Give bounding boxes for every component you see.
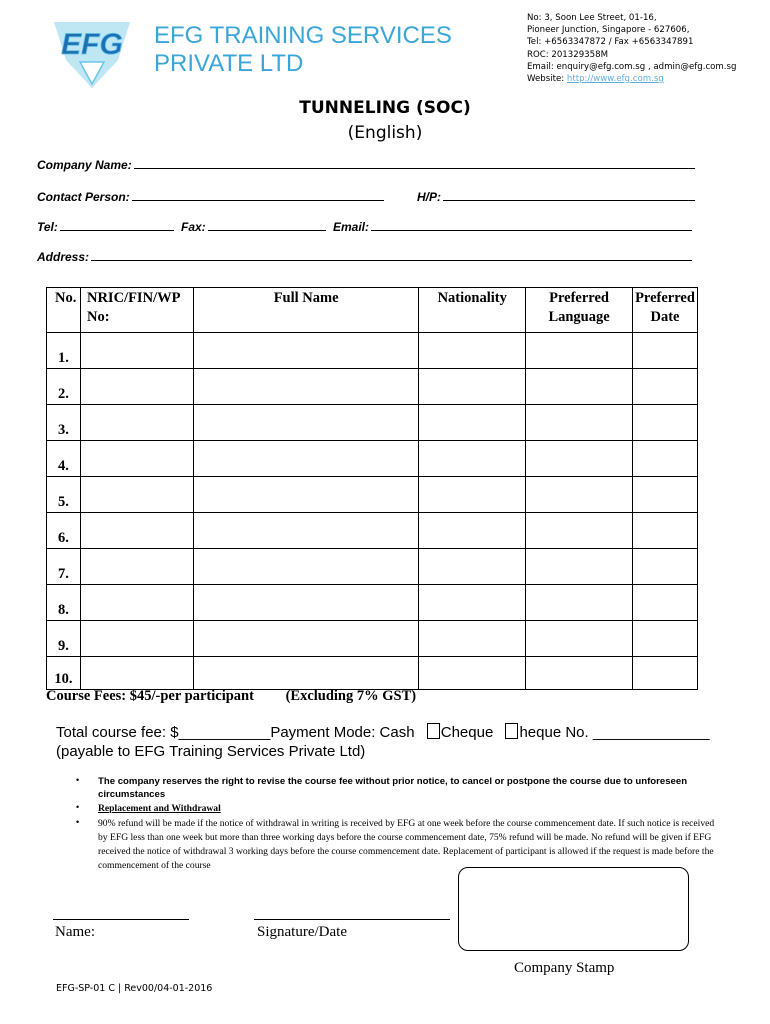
company-name-field[interactable]: [37, 158, 695, 172]
company-name-line1: EFG TRAINING SERVICES: [154, 22, 452, 49]
nationality-cell[interactable]: [419, 549, 526, 585]
cash-checkbox[interactable]: [427, 723, 440, 739]
nric-cell[interactable]: [80, 333, 193, 369]
contact-block: [527, 12, 736, 85]
name-label: Name:: [55, 924, 95, 940]
logo-letters: EFG: [61, 28, 123, 61]
table-row: [47, 477, 698, 513]
term-item-1: [76, 775, 723, 801]
table-row: [47, 657, 698, 690]
fax-line[interactable]: [208, 220, 326, 231]
fax-field[interactable]: [181, 220, 326, 234]
website-link[interactable]: http://www.efg.com.sg: [566, 74, 664, 85]
header-nationality: Nationality: [419, 288, 526, 333]
contact-person-field[interactable]: [37, 190, 384, 204]
address-line2: Pioneer Junction, Singapore - 627606,: [527, 25, 690, 36]
tel-fax: Tel: +6563347872 / Fax +6563347891: [527, 37, 694, 48]
roc: ROC: 201329358M: [527, 49, 608, 60]
table-row: [47, 549, 698, 585]
document-reference: EFG-SP-01 C | Rev00/04-01-2016: [56, 983, 213, 994]
nric-cell[interactable]: [80, 405, 193, 441]
bullet-icon: •: [76, 817, 80, 827]
nric-cell[interactable]: [80, 657, 193, 690]
fax-label: Fax:: [181, 220, 206, 234]
full-name-cell[interactable]: [193, 657, 418, 690]
participants-table: [46, 287, 698, 690]
website: [527, 73, 736, 85]
row-number: 5.: [47, 477, 81, 513]
full-name-cell[interactable]: [193, 441, 418, 477]
total-fee-label: Total course fee: $___________Payment Mode: Cash: [56, 724, 415, 741]
full-name-cell[interactable]: [193, 405, 418, 441]
full-name-cell[interactable]: [193, 477, 418, 513]
nric-cell[interactable]: [80, 549, 193, 585]
hp-line[interactable]: [443, 190, 695, 201]
company-name-line[interactable]: [134, 158, 695, 169]
efg-logo: [52, 16, 132, 92]
address-label: Address:: [37, 250, 90, 264]
nationality-cell[interactable]: [419, 369, 526, 405]
nric-cell[interactable]: [80, 369, 193, 405]
company-name-heading: [154, 22, 452, 78]
nric-cell[interactable]: [80, 441, 193, 477]
nationality-cell[interactable]: [419, 585, 526, 621]
preferred-language-cell[interactable]: [526, 477, 633, 513]
payment-section: [56, 723, 710, 761]
table-row: [47, 369, 698, 405]
cheque-no-label: heque No. ______________: [519, 724, 710, 741]
row-number: 7.: [47, 549, 81, 585]
payable-note: (payable to EFG Training Services Private Ltd): [56, 743, 366, 760]
term-text-2: Replacement and Withdrawal: [98, 803, 221, 814]
email: Email: enquiry@efg.com.sg , admin@efg.com.sg: [527, 61, 737, 72]
company-name-label: Company Name:: [37, 158, 132, 172]
bullet-icon: •: [76, 775, 80, 785]
preferred-language-cell[interactable]: [526, 657, 633, 690]
hp-field[interactable]: [417, 190, 695, 204]
email-line[interactable]: [371, 220, 692, 231]
document-title: [0, 96, 770, 146]
row-number: 2.: [47, 369, 81, 405]
preferred-date-cell[interactable]: [632, 405, 697, 441]
full-name-cell[interactable]: [193, 333, 418, 369]
preferred-language-cell[interactable]: [526, 621, 633, 657]
payment-line: [56, 723, 710, 742]
term-text-1: The company reserves the right to revise the course fee without prior notice, to cancel or postpone the course due to unforeseen circumstances: [98, 776, 688, 800]
terms-list: [76, 775, 723, 873]
preferred-language-cell[interactable]: [526, 585, 633, 621]
row-number: 6.: [47, 513, 81, 549]
full-name-cell[interactable]: [193, 549, 418, 585]
preferred-date-cell[interactable]: [632, 441, 697, 477]
website-label: Website:: [527, 74, 567, 85]
preferred-language-cell[interactable]: [526, 333, 633, 369]
nationality-cell[interactable]: [419, 621, 526, 657]
email-label: Email:: [333, 220, 370, 234]
term-item-3: [76, 817, 723, 873]
title-line2: (English): [347, 123, 423, 143]
full-name-cell[interactable]: [193, 621, 418, 657]
preferred-date-cell[interactable]: [632, 513, 697, 549]
email-field[interactable]: [333, 220, 692, 234]
row-number: 9.: [47, 621, 81, 657]
address-line[interactable]: [91, 250, 692, 261]
nationality-cell[interactable]: [419, 657, 526, 690]
tel-field[interactable]: [37, 220, 174, 234]
header-no: No.: [47, 288, 81, 333]
table-row: [47, 441, 698, 477]
contact-person-line[interactable]: [132, 190, 384, 201]
full-name-cell[interactable]: [193, 369, 418, 405]
table-header-row: [47, 288, 698, 333]
company-name-line2: PRIVATE LTD: [154, 50, 304, 77]
title-line1: TUNNELING (SOC): [299, 98, 471, 118]
row-number: 8.: [47, 585, 81, 621]
preferred-date-cell[interactable]: [632, 369, 697, 405]
full-name-cell[interactable]: [193, 585, 418, 621]
row-number: 1.: [47, 333, 81, 369]
hp-label: H/P:: [417, 190, 441, 204]
header-preferred-date: Preferred Date: [632, 288, 697, 333]
full-name-cell[interactable]: [193, 513, 418, 549]
gst-note: (Excluding 7% GST): [285, 688, 417, 704]
nric-cell[interactable]: [80, 477, 193, 513]
company-stamp-label: Company Stamp: [514, 960, 615, 976]
nric-cell[interactable]: [80, 621, 193, 657]
address-field[interactable]: [37, 250, 692, 264]
nationality-cell[interactable]: [419, 441, 526, 477]
preferred-language-cell[interactable]: [526, 441, 633, 477]
preferred-date-cell[interactable]: [632, 333, 697, 369]
bullet-icon: •: [76, 802, 80, 812]
table-row: [47, 513, 698, 549]
preferred-date-cell[interactable]: [632, 549, 697, 585]
nationality-cell[interactable]: [419, 477, 526, 513]
cheque-label: Cheque: [440, 724, 494, 741]
preferred-date-cell[interactable]: [632, 585, 697, 621]
name-signature-line[interactable]: [53, 919, 189, 920]
nationality-cell[interactable]: [419, 333, 526, 369]
preferred-date-cell[interactable]: [632, 621, 697, 657]
row-number: 10.: [47, 657, 81, 690]
preferred-language-cell[interactable]: [526, 513, 633, 549]
signature-date-line[interactable]: [254, 919, 450, 920]
address-line1: No: 3, Soon Lee Street, 01-16,: [527, 13, 657, 23]
signature-date-label: Signature/Date: [257, 924, 347, 940]
nric-cell[interactable]: [80, 585, 193, 621]
preferred-language-cell[interactable]: [526, 369, 633, 405]
course-fees-text: Course Fees: $45/-per participant: [46, 688, 254, 704]
header-preferred-language: Preferred Language: [526, 288, 633, 333]
row-number: 4.: [47, 441, 81, 477]
term-text-3: 90% refund will be made if the notice of withdrawal in writing is received by EFG at one week before the course commencement date. If such notice is received by EFG less than one week but more than three working days before the course commencement date, 75% refund will be made. No refund will be given if EFG received the notice of withdrawal 3 working days before the course commencement date. Replacement of participant is allowed if the request is made before the commencement of the course: [98, 818, 715, 871]
header-nric: NRIC/FIN/WP No:: [80, 288, 193, 333]
preferred-language-cell[interactable]: [526, 549, 633, 585]
preferred-date-cell[interactable]: [632, 657, 697, 690]
table-row: [47, 585, 698, 621]
term-item-2: [76, 802, 723, 816]
header-full-name: Full Name: [193, 288, 418, 333]
table-row: [47, 333, 698, 369]
table-row: [47, 621, 698, 657]
company-stamp-box[interactable]: [458, 867, 689, 951]
nationality-cell[interactable]: [419, 513, 526, 549]
preferred-date-cell[interactable]: [632, 477, 697, 513]
cheque-checkbox[interactable]: [505, 723, 518, 739]
contact-person-label: Contact Person:: [37, 190, 130, 204]
nric-cell[interactable]: [80, 513, 193, 549]
tel-line[interactable]: [60, 220, 174, 231]
course-fees: [46, 688, 416, 705]
nationality-cell[interactable]: [419, 405, 526, 441]
preferred-language-cell[interactable]: [526, 405, 633, 441]
table-row: [47, 405, 698, 441]
tel-label: Tel:: [37, 220, 58, 234]
row-number: 3.: [47, 405, 81, 441]
